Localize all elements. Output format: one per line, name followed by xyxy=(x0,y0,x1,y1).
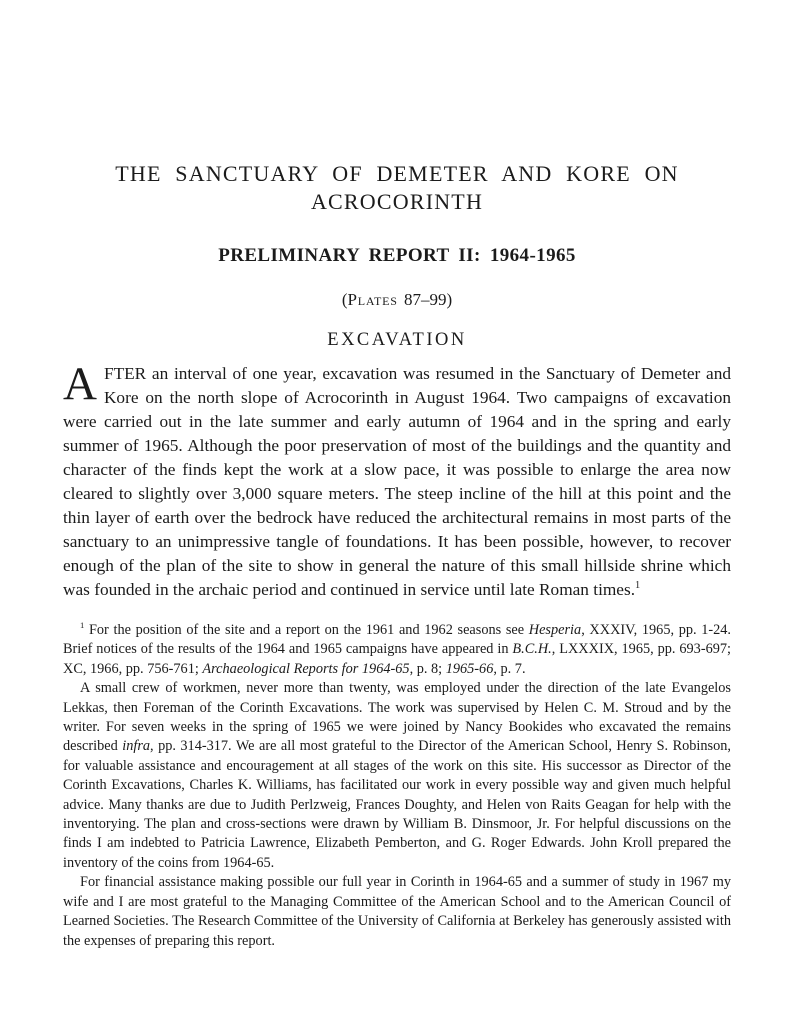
lead-paragraph-text: FTER an interval of one year, excavation was resumed in the Sanctuary of Demeter and Kore on the north slope of Acrocorinth in August 1964. Two campaigns of excavation were carried out in the late summer and early autumn of 1964 and in the spring and early summer of 1965. Although the poor preservation of most of the buildings and the quantity and character of the finds kept the work at a slow pace, it was possible to enlarge the area now cleared to slightly over 3,000 square meters. The steep incline of the hill at this point and the thin layer of earth over the bedrock have reduced the architectural remains in most parts of the sanctuary to an unimpressive tangle of foundations. It has been possible, however, to recover enough of the plan of the site to show in general the nature of this small hillside shrine which was founded in the archaic period and continued in service until late Roman times.$^1$ xyxy=(63,364,731,599)
footnote-block xyxy=(63,621,731,951)
lead-paragraph xyxy=(63,358,731,602)
section-heading-excavation: EXCAVATION xyxy=(327,330,467,350)
footnote-paragraph-3: For financial assistance making possible our full year in Corinth in 1964-65 and a summer of study in 1967 my wife and I are most grateful to the Managing Committee of the American School and to the American Council of Learned Societies. The Research Committee of the University of California at Berkeley has generously assisted with the expenses of preparing this report. xyxy=(63,874,731,949)
article-title xyxy=(63,160,731,216)
report-subtitle: PRELIMINARY REPORT II: 1964-1965 xyxy=(218,245,576,266)
footnote-paragraph-1: $^1$ For the position of the site and a report on the 1961 and 1962 seasons see Hesperia, XXXIV, 1965, pp. 1-24. Brief notices of the results of the 1964 and 1965 campaigns have appeared in B.C.H., LXXXIX, 1965, pp. 693-697; XC, 1966, pp. 756-761; Archaeological Reports for 1964-65, p. 8; 1965-66, p. 7. xyxy=(63,620,732,677)
plates-label: Plates xyxy=(347,290,398,309)
footnote-paragraph-2: A small crew of workmen, never more than twenty, was employed under the direction of the late Evangelos Lekkas, then Foreman of the Corinth Excavations. The work was supervised by Helen C. M. Stroud and by the writer. For seven weeks in the spring of 1965 we were joined by Nancy Bookides who excavated the remains described infra, pp. 314-317. We are all most grateful to the Director of the American School, Henry S. Robinson, for valuable assistance and encouragement at all stages of the work on this site. His successor as Director of the Corinth Excavations, Charles K. Williams, has facilitated our work in every possible way and given much helpful advice. Many thanks are due to Judith Perlzweig, Frances Doughty, and Helen von Raits Geagan for help with the inventorying. The plan and cross-sections were drawn by William B. Dinsmoor, Jr. For helpful discussions on the finds I am indebted to Patricia Lawrence, Elizabeth Pemberton, and G. Roger Edwards. John Kroll prepared the inventory of the coins from 1964-65. xyxy=(63,680,731,871)
plates-range: 87–99) xyxy=(397,290,453,309)
article-title-line1: THE SANCTUARY OF DEMETER AND KORE ON xyxy=(115,161,679,186)
dropcap-letter: A xyxy=(63,358,97,410)
plates-open-paren: ( xyxy=(341,290,348,309)
article-title-line2: ACROCORINTH xyxy=(310,189,484,214)
main-text xyxy=(63,358,731,602)
plates-line xyxy=(63,290,731,309)
